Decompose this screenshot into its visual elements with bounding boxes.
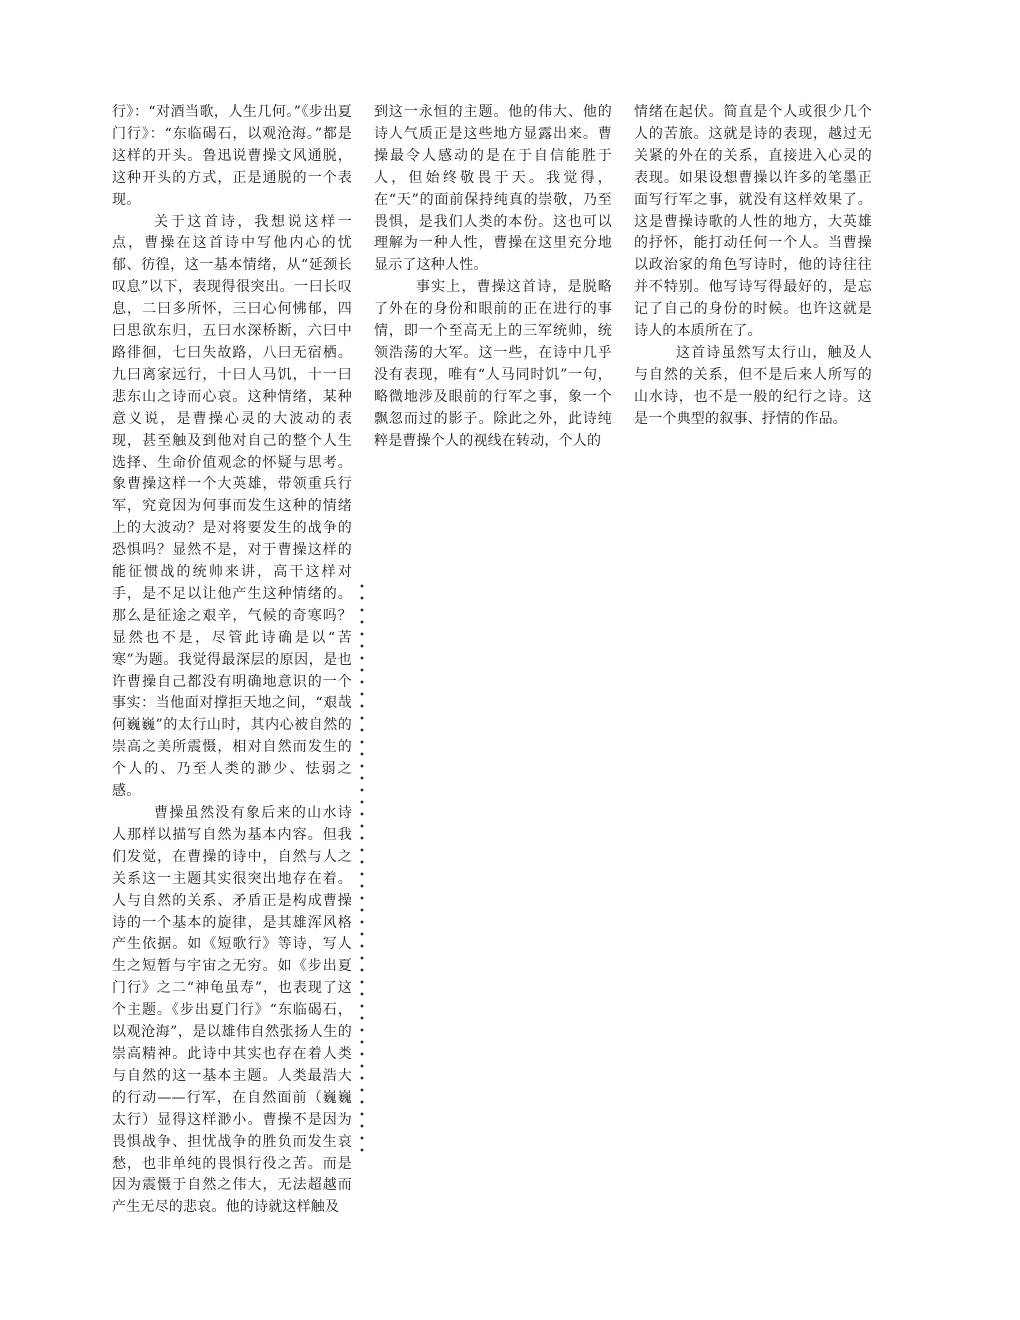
paragraph: 行》：“对酒当歌，人生几何。”《步出夏门行》：“东临碣石，以观沧海。”都是这样的开头。鲁迅说曹操文风通脱，这种开头的方式，正是通脱的一个表现。 (112, 104, 352, 208)
paragraph: 到这一永恒的主题。他的伟大、他的诗人气质正是这些地方显露出来。曹操最令人感动的是在于自信能胜于人，但始终敬畏于天。我觉得，在“天”的面前保持纯真的崇敬，乃至畏惧，是我们人类的本份。这也可以理解为一种人性，曹操在这里充分地显示了这种人性。 (374, 104, 612, 274)
paragraph: 事实上，曹操这首诗，是脱略了外在的身份和眼前的正在进行的事情，即一个至高无上的三军统帅，统领浩荡的大军。这一些，在诗中几乎没有表现，唯有“人马同时饥”一句，略微地涉及眼前的行军之事，象一个飘忽而过的影子。除此之外，此诗纯粹是曹操个人的视线在转动，个人的 (374, 279, 612, 449)
margin-dotted-line (360, 580, 364, 1160)
text-column-2 (374, 102, 612, 453)
paragraph: 这首诗虽然写太行山，触及人与自然的关系，但不是后来人所写的山水诗，也不是一般的纪行之诗。这是一个典型的叙事、抒情的作品。 (634, 344, 872, 427)
text-column-1 (112, 102, 352, 1219)
paragraph: 曹操虽然没有象后来的山水诗人那样以描写自然为基本内容。但我们发觉，在曹操的诗中，自然与人之关系这一主题其实很突出地存在着。人与自然的关系、矛盾正是构成曹操诗的一个基本的旋律，是其雄浑风格产生依据。如《短歌行》等诗，写人生之短暂与宇宙之无穷。如《步出夏门行》之二“神龟虽寿”，也表现了这个主题。《步出夏门行》“东临碣石，以观沧海”，是以雄伟自然张扬人生的崇高精神。此诗中其实也存在着人类与自然的这一基本主题。人类最浩大的行动——行军，在自然面前（巍巍太行）显得这样渺小。曹操不是因为畏惧战争、担忧战争的胜负而发生哀愁，也非单纯的畏惧行役之苦。而是因为震慑于自然之伟大，无法超越而产生无尽的悲哀。他的诗就这样触及 (112, 805, 352, 1216)
paragraph: 情绪在起伏。简直是个人或很少几个人的苦旅。这就是诗的表现，越过无关紧的外在的关系，直接进入心灵的表现。如果设想曹操以许多的笔墨正面写行军之事，就没有这样效果了。这是曹操诗歌的人性的地方，大英雄的抒怀，能打动任何一个人。当曹操以政治家的角色写诗时，他的诗往往并不特别。他写诗写得最好的，是忘记了自己的身份的时候。也许这就是诗人的本质所在了。 (634, 104, 872, 340)
text-column-3 (634, 102, 872, 431)
paragraph: 关于这首诗，我想说这样一点，曹操在这首诗中写他内心的忧郁、彷徨，这一基本情绪，从“延颈长叹息”以下，表现得很突出。一曰长叹息，二曰多所怀，三曰心何怫郁，四曰思欲东归，五曰水深桥断，六曰中路徘徊，七曰失故路，八曰无宿栖。九曰离家远行，十曰人马饥，十一曰悲东山之诗而心哀。这种情绪，某种意义说，是曹操心灵的大波动的表现，甚至触及到他对自己的整个人生选择、生命价值观念的怀疑与思考。象曹操这样一个大英雄，带领重兵行军，究竟因为何事而发生这种的情绪上的大波动？是对将要发生的战争的恐惧吗？显然不是，对于曹操这样的能征惯战的统帅来讲，高干这样对手，是不足以让他产生这种情绪的。那么是征途之艰辛，气候的奇寒吗？显然也不是，尽管此诗确是以“苦寒”为题。我觉得最深层的原因，是也许曹操自己都没有明确地意识的一个事实：当他面对撑拒天地之间，“艰哉何巍巍”的太行山时，其内心被自然的崇高之美所震慑，相对自然而发生的个人的、乃至人类的渺少、怯弱之感。 (112, 213, 352, 800)
